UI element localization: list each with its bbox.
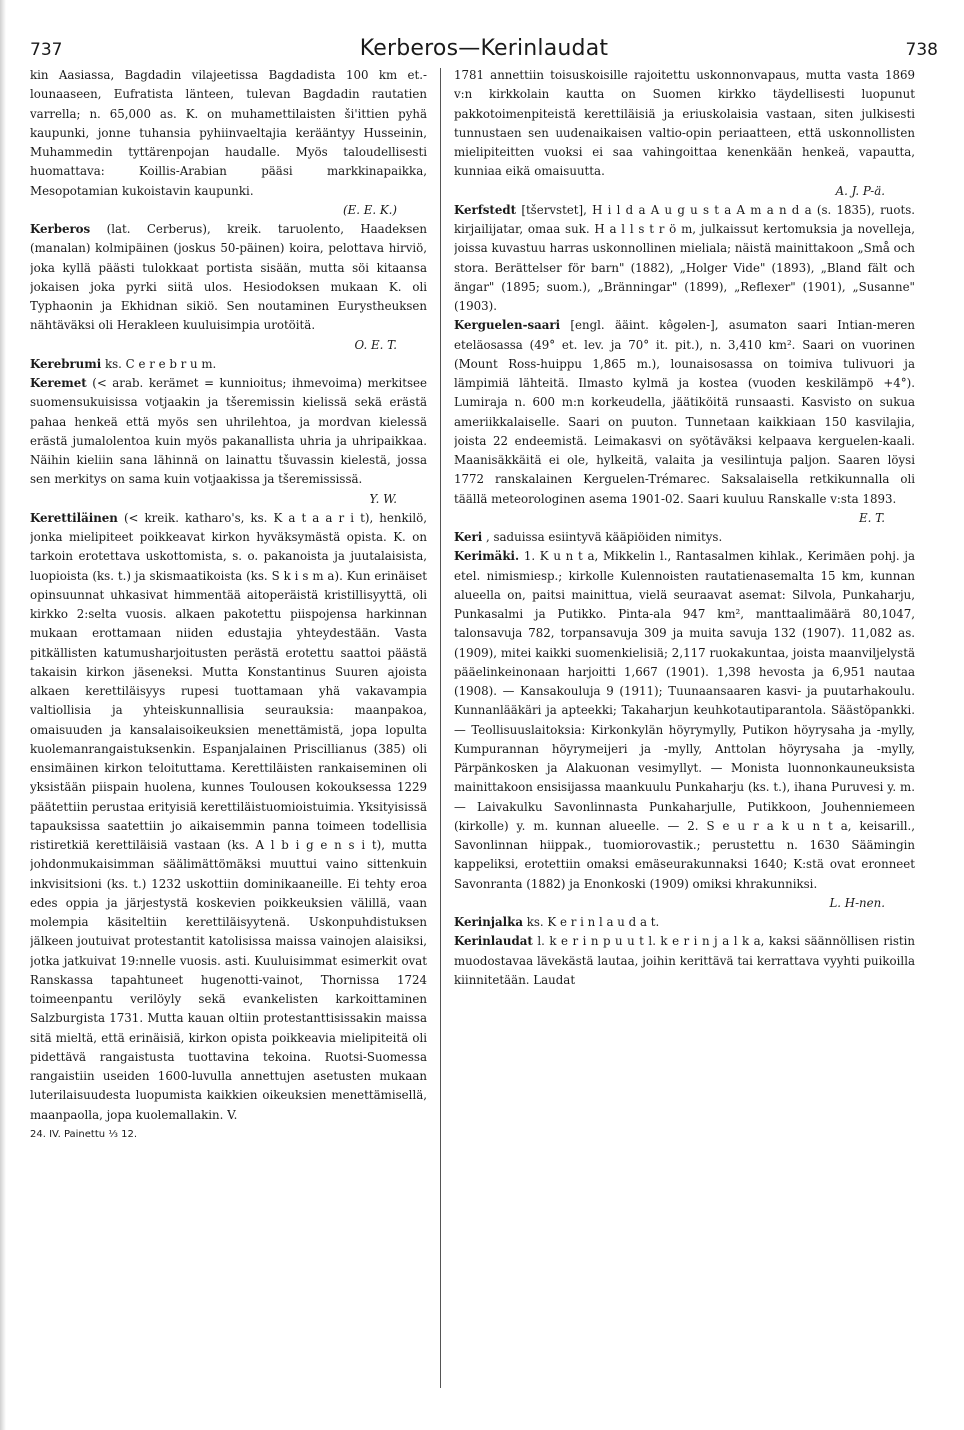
entry-text: ks. C e r e b r u m. [104, 356, 217, 371]
page-number-right: 738 [905, 40, 938, 60]
entry-text: 1781 annettiin toisuskoisille rajoitettu uskonnonvapaus, mutta vasta 1869 v:n kirkkolain kautta on Suomen kirkko täydellisesti luopunut pakkotoimenpiteistä kerettiläisiä ja eriuskolaisia vastaan, siten julkisesti tunnustaen sen uudenaikaisen valtio-opin periaatteen, että uskonnollisten mielipiteitten vuoksi ei saa vahingoittaa kenenkään henkeä, vapautta, kunniaa eikä omaisuutta. [454, 68, 915, 179]
entry [30, 374, 427, 509]
entry [30, 509, 427, 1125]
entry-signature: (E. E. K.) [343, 202, 397, 217]
entry [454, 547, 915, 913]
page-number-left: 737 [30, 40, 63, 60]
entry [454, 201, 915, 317]
entry [454, 932, 915, 990]
entry-headword: Keri [454, 530, 483, 544]
entry [30, 220, 427, 355]
entry-text: kin Aasiassa, Bagdadin vilajeetissa Bagdadista 100 km et.-lounaaseen, Eufratista länteen, tulevan Bagdadin rautatien varrella; n. 65,000 as. K. on muhamettilaisten ši'ittien pyhä kaupunki, jonne tuhansia pyhiinvaeltajia kerääntyy Husseinin, Muhammedin tyttärenpojan haudalle. Myös taloudellisesti huomattava: Koillis-Arabian pääsi markkinapaikka, Mesopotamian kukoistavin kaupunki. [30, 68, 427, 198]
entry [454, 913, 915, 932]
entry-text: [engl. ääint. kə̂gəlen-], asumaton saari Intian-meren eteläosassa (49° et. lev. ja 70° it. pit.), n. 3,410 km². Saari on vuorinen (Mount Ross-huippu 1,865 m.), lounaisosassa on toimiva tulivuori ja lämpimiä lähteitä. Ilmasto kylmä ja kostea (vuoden keskilämpö +4°). Lumiraja n. 600 m:n korkeudella, jäätiköitä runsaasti. Kasvisto on sukua ameriikkalaiselle. Saari on puuton. Tunnetaan kaikkiaan 150 kasvilajia, joista 22 endeemistä. Leimakasvi on syötäväksi kelpaava kerguelen-kaali. Maanisäkkäitä ei ole, hylkeitä, valaita ja vesilintuja paljon. Saaren löysi 1772 ranskalainen Kerguelen-Trémarec. Saksalaisella retkikunnalla oli täällä meteorologinen asema 1901-02. Saari kuuluu Ranskalle v:sta 1893. [454, 318, 915, 506]
entry-text: 1. K u n t a, Mikkelin l., Rantasalmen kihlak., Kerimäen pohj. ja etel. nimismiesp.; kirkolle Kulennoisten rautatienasemalta 15 km, kunnan alueella on, paitsi mainittua, vielä seuraavat asemat: Silvola, Punkaharju, Punkasalmi ja Putikko. Pinta-ala 947 km², manttaalimäärä 80,1047, talonsavuja 782, torpansavuja 309 ja muita savuja 132 (1907). 11,082 as. (1909), mitei kaikki suomenkielisiä; 2,117 ruokakuntaa, joista maanviljelystä pääelinkeinonaan harjoitti 1,667 (1901). 1,398 hevosta ja 6,951 nautaa (1908). — Kansakouluja 9 (1911); Tuunaansaaren kasvi- ja puutarhakoulu. Kunnanlääkäri ja apteekki; Takaharjun keuhkotautiparantola. Säästöpankki. — Teollisuuslaitoksia: Kirkonkylän höyrymylly, Putikon höyrysaha ja -mylly, Kumpurannan höyrymeijeri ja -mylly, Anttolan höyrysaha ja -mylly, Pärpänkosken ja Alakuonan vesimyllyt. — Monista luonnonkauneuksista mainittakoon ensisijassa maankuulu Punkaharju (ks. t.), ihana Puruvesi y. m. — Laivakulku Savonlinnasta Punkaharjulle, Putikkoon, Jouhenniemeen (kirkolle) y. m. kunnan alueelle. — 2. S e u r a k u n t a, keisarill., Savonlinnan hiippak., tuomiorovastik.; perustettu n. 1630 Säämingin kappeliksi, erotettiin omaksi emäseurakunnaksi 1640; K:stä ovat eronneet Savonranta (1882) ja Enonkoski (1909) omiksi khrakunniksi. [454, 549, 915, 891]
entry-signature: L. H-nen. [829, 895, 885, 910]
entry-headword: Kerfstedt [454, 202, 517, 217]
printer-note: 24. IV. Painettu ⅓ 12. [30, 1128, 138, 1140]
entry-headword: Keremet [30, 376, 87, 390]
entry-text: (< kreik. katharo's, ks. K a t a a r i t), henkilö, jonka mielipiteet poikkeavat kirkon hyväksymästä opista. K. on tarkoin erotettava uskottomista, s. o. pakanoista ja juutalaisista, luopioista (ks. t.) ja skismaatikoista (ks. S k i s m a). Kun erinäiset opinsuunnat uhkasivat himmentää aitoperäistä kristillisyyttä, oli kirkko 2:selta vuosis. alkaen pakotettu piispojensa harkinnan mukaan erottamaan niiden edustajia yhteydestään. Vasta pitkällisten katumusharjoitusten perästä erotettu saattoi päästä takaisin kirkon jäseneksi. Mutta Konstantinus Suuren ajoista alkaen kerettiläisyys rupesi tuottamaan yhä vakavampia valtiollisia ja yhteiskunnallisia seurauksia: maanpakoa, omaisuuden ja kansalaisoikeuksien menettämistä, jopa lopulta kuolemanrangaistuksenkin. Espanjalainen Priscillianus (385) oli ensimäinen kirkon teloituttama. Kerettiläisten rankaiseminen oli yksistään piispain huolena, kunnes Toulousen kokouksessa 1229 päätettiin perustaa erityisiä kerettiläistuomioistuimia. Yksityisissä tapauksissa saatettiin jo aikaisemmin panna toimeen todellisia ristiretkiä kerettiläisiä vastaan (ks. A l b i g e n s i t), mutta johdonmukaisimman säälimättömäksi muuttui vaino sittenkuin inkvisitsioni (ks. t.) 1232 uskottiin dominikaaneille. Ei tehty eroa edes oppia ja järjestystä koskevien poikkeuksien välillä, vaan molempia käsiteltiin kerettiläisyytenä. Uskonpuhdistuksen jälkeen joutuivat protestantit katolisissa maissa vainojen alaisiksi, jotka jatkuivat 19:nnelle vuosis. asti. Kuuluisimmat esimerkit ovat Ranskassa tapahtuneet hugenotti-vainot, Thornissa 1724 toimeenpantu verilöyly sekä evankelisten karkoittaminen Salzburgista 1731. Mutta kauan oltiin protestanttisissakin maissa sitä mieltä, että erinäisiä, kirkon opista poikkeavia mielipiteitä oli pidettävä rangaistusta tuottavina tekoina. Ruotsi-Suomessa rangaistiin useiden 1600-luvulla annettujen asetusten mukaan luterilaisuudesta luopumista kaikkien oikeuksien menettämisellä, maanpaolla, jopa kuolemallakin. V. [30, 510, 427, 1122]
right-column [454, 66, 915, 1386]
entry-headword: Kerinjalka [454, 915, 523, 929]
entry-text: (< arab. kerämet = kunnioitus; ihmevoima) merkitsee suomensukuisissa votjaakin ja tšeremissin kielissä sekä erästä pahaa henkeä että myös sen uhrilehtoa, ja mordvan kielessä erästä jumalolentoa kuin myös pakanallista uhria ja uhripaikkaa. Näihin kieliin sana lähinnä on lainattu tšuvassin kielestä, jossa sen merkitys on sama kuin votjaakissa ja tšeremississä. [30, 376, 427, 487]
entry-signature: A. J. P-ä. [835, 183, 885, 198]
entry [454, 316, 915, 528]
left-column [30, 66, 427, 1386]
entry-headword: Kerettiläinen [30, 510, 118, 525]
page-header [28, 36, 940, 66]
entry-headword: Kerinlaudat [454, 934, 533, 949]
entry-headword: Kerebrumi [30, 356, 102, 371]
page-edge-shadow [0, 0, 6, 1430]
entry-text: [tšervstet], H i l d a A u g u s t a A m a n d a (s. 1835), ruots. kirjailijatar, omaa suk. H a l l s t r ö m, julkaissut kertomuksia ja novelleja, joissa kuvastuu harras uskonnollinen mieliala; näistä mainittakoon „Små och stora. Berättelser för barn" (1882), „Holger Vide" (1893), „Bland fält och ängar" (1895; suom.), „Bränningar" (1899), „Reflexer" (1901), „Susanne" (1903). [454, 202, 915, 313]
entry-signature: O. E. T. [354, 337, 397, 352]
entry-text: ks. K e r i n l a u d a t. [526, 915, 660, 929]
entry-text: l. k e r i n p u u t l. k e r i n j a l k a, kaksi säännöllisen ristin muodostavaa lävekästä lautaa, joihin kerittävä tai kerrattava vyyhti puikoilla kiinnitetään. Laudat [454, 934, 915, 987]
running-title: Kerberos—Kerinlaudat [359, 36, 609, 61]
entry-headword: Kerberos [30, 222, 91, 236]
entry-signature: E. T. [859, 510, 885, 525]
entry-headword: Kerguelen-saari [454, 318, 561, 333]
column-divider [440, 68, 441, 1388]
entry-headword: Kerimäki. [454, 549, 520, 564]
entry-text: , saduissa esiintyvä kääpiöiden nimitys. [485, 530, 723, 544]
entry [30, 66, 427, 220]
entry [30, 355, 427, 374]
entry [454, 528, 915, 547]
entry [454, 66, 915, 201]
entry-text: (lat. Cerberus), kreik. taruolento, Haadeksen (manalan) kolmipäinen (joskus 50-päinen) koira, pelottava hirviö, joka kyllä päästi tulokkaat portista sisään, mutta söi kitaansa jokaisen joka pyrki siitä ulos. Hesiodoksen mukaan K. oli Typhaonin ja Ekhidnan sikiö. Sen noutaminen Eurystheuksen nähtäväksi oli Herakleen kuuluisimpia urotöitä. [30, 222, 427, 333]
entry-signature: Y. W. [369, 491, 397, 506]
